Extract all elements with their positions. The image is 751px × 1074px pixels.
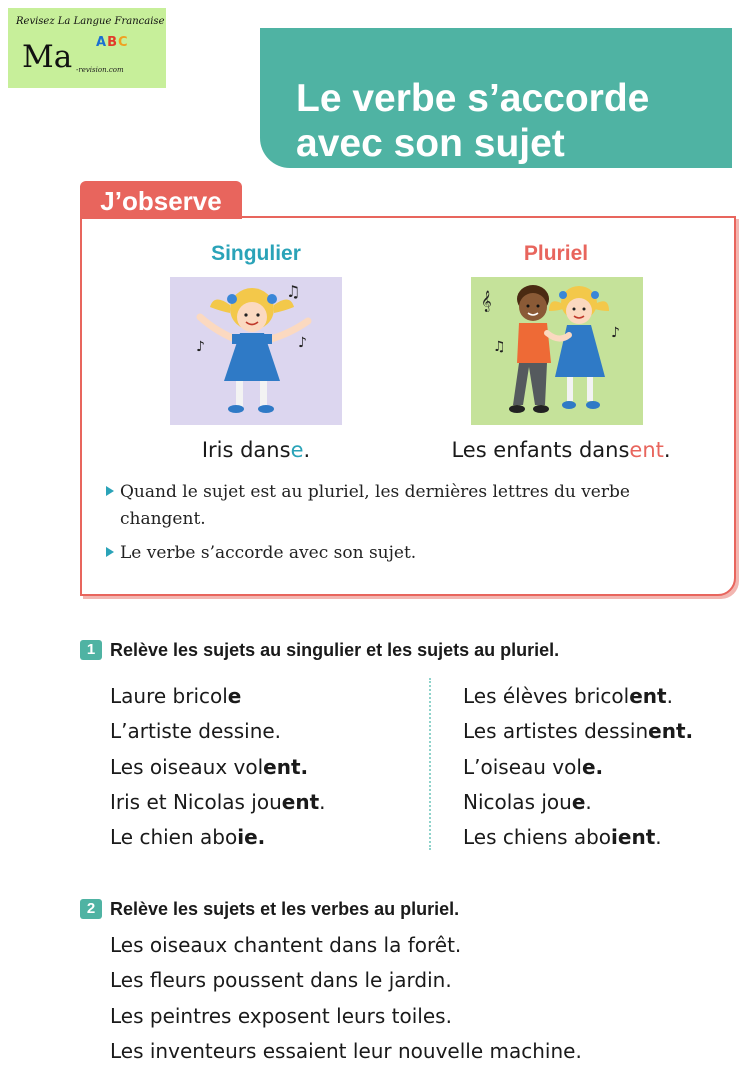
- exercise-2-list: [110, 928, 582, 1069]
- list-item: Le chien aboie.: [110, 825, 266, 850]
- page-title: Le verbe s’accorde avec son sujet: [296, 77, 650, 165]
- logo-ma: Ma: [22, 39, 73, 75]
- list-item: Iris et Nicolas jouent.: [110, 789, 326, 814]
- exercise-2-instruction: Relève les sujets et les verbes au pluriel.: [110, 899, 460, 919]
- column-separator: [429, 678, 431, 850]
- rule-2: Le verbe s’accorde avec son sujet.: [106, 540, 706, 567]
- exercise-2-number: 2: [80, 899, 102, 919]
- svg-text:♫: ♫: [286, 282, 301, 301]
- list-item: Nicolas joue.: [463, 789, 592, 814]
- svg-text:♪: ♪: [298, 335, 307, 351]
- singular-heading: Singulier: [211, 242, 301, 265]
- list-item: Les chiens aboient.: [463, 825, 662, 850]
- list-item: Les peintres exposent leurs toiles.: [110, 1003, 452, 1028]
- list-item: Les fleurs poussent dans le jardin.: [110, 968, 452, 993]
- triangle-bullet-icon: [106, 486, 114, 496]
- site-logo: [8, 8, 166, 88]
- list-item: L’oiseau vole.: [463, 754, 604, 779]
- svg-text:♪: ♪: [611, 325, 620, 341]
- dancing-girl-illustration: [170, 277, 342, 425]
- exercise-1-number: 1: [80, 640, 102, 660]
- observe-label: J’observe: [100, 186, 222, 216]
- exercise-1-instruction: Relève les sujets au singulier et les sujets au pluriel.: [110, 640, 560, 660]
- svg-text:♫: ♫: [493, 339, 506, 355]
- logo-subtitle: -revision.com: [76, 66, 124, 74]
- svg-text:♪: ♪: [196, 339, 205, 355]
- list-item: Les inventeurs essaient leur nouvelle machine.: [110, 1038, 582, 1063]
- plural-heading: Pluriel: [523, 242, 589, 265]
- logo-abc: ABC: [96, 35, 129, 50]
- exercise-1-left-list: [110, 679, 326, 855]
- exercise-1-right-list: [463, 679, 693, 855]
- list-item: Les artistes dessinent.: [463, 719, 694, 744]
- logo-tagline: Revisez La Langue Francaise: [16, 16, 165, 27]
- singular-caption: Iris danse.: [201, 438, 311, 462]
- list-item: Laure bricole: [110, 684, 242, 708]
- dancing-children-illustration: [471, 277, 643, 425]
- rule-1: Quand le sujet est au pluriel, les dernières lettres du verbe changent.: [106, 479, 706, 533]
- list-item: Les oiseaux volent.: [110, 754, 309, 779]
- list-item: Les oiseaux chantent dans la forêt.: [110, 933, 462, 957]
- list-item: L’artiste dessine.: [110, 719, 282, 744]
- list-item: Les élèves bricolent.: [463, 684, 673, 708]
- svg-text:𝄞: 𝄞: [481, 291, 492, 312]
- plural-caption: Les enfants dansent.: [451, 438, 671, 462]
- triangle-bullet-icon: [106, 547, 114, 557]
